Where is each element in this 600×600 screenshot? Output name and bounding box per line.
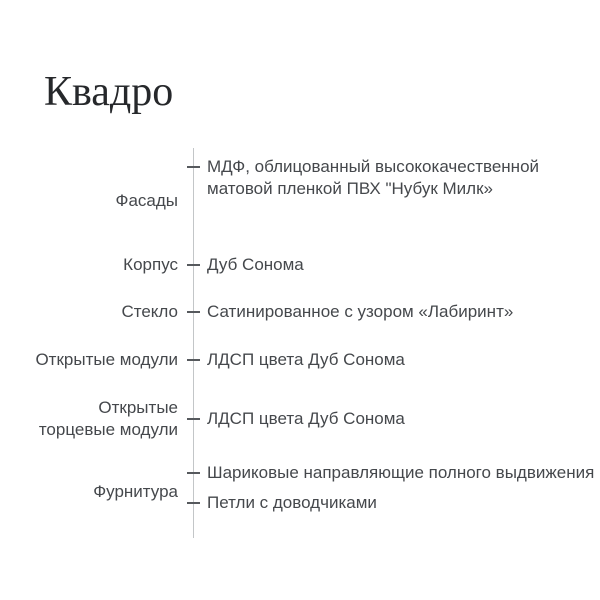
spec-label-korpus: Корпус: [123, 255, 178, 274]
spec-value-text: ЛДСП цвета Дуб Сонома: [207, 350, 405, 369]
spec-value-facades: [207, 156, 539, 200]
spec-value-line: [207, 178, 539, 200]
spec-value-line: [207, 301, 513, 323]
spec-value-text: Шариковые направляющие полного выдвижения: [207, 463, 595, 482]
tick-mark: [187, 264, 200, 266]
tick-mark: [187, 502, 200, 504]
spec-label-text: Открытые: [98, 398, 178, 417]
tick-mark: [187, 359, 200, 361]
tick-mark: [187, 472, 200, 474]
divider-line: [193, 148, 194, 538]
spec-value-text: Дуб Сонома: [207, 255, 304, 274]
spec-label-open-modules: Открытые модули: [35, 350, 178, 369]
spec-label-open-end-modules: [0, 397, 178, 441]
tick-mark: [187, 166, 200, 168]
tick-mark: [187, 311, 200, 313]
spec-label-line: [0, 419, 178, 441]
spec-label-furnitura: Фурнитура: [93, 482, 178, 501]
spec-value-korpus: [207, 254, 304, 276]
spec-value-text: ЛДСП цвета Дуб Сонома: [207, 409, 405, 428]
spec-value-steklo: [207, 301, 513, 323]
spec-value-text: Сатинированное с узором «Лабиринт»: [207, 302, 514, 321]
spec-value-line: [207, 408, 405, 430]
spec-value-text: МДФ, облицованный высококачественной: [207, 157, 540, 176]
spec-value-line: [207, 462, 594, 484]
spec-value-line: [207, 349, 405, 371]
spec-value-text: Петли с доводчиками: [207, 493, 377, 512]
spec-value-furnitura-item: [207, 492, 377, 514]
spec-value-text: матовой пленкой ПВХ "Нубук Милк»: [207, 179, 493, 198]
spec-label-steklo: Стекло: [121, 302, 178, 321]
tick-mark: [187, 418, 200, 420]
spec-value-open-end-modules: [207, 408, 405, 430]
spec-label-line: [0, 397, 178, 419]
page-title: Квадро: [44, 69, 174, 115]
spec-value-line: [207, 492, 377, 514]
spec-label-text: торцевые модули: [38, 420, 178, 439]
spec-value-furnitura-item: [207, 462, 594, 484]
spec-value-open-modules: [207, 349, 405, 371]
spec-value-line: [207, 254, 304, 276]
spec-value-line: [207, 156, 539, 178]
spec-label-facades: Фасады: [115, 191, 178, 210]
